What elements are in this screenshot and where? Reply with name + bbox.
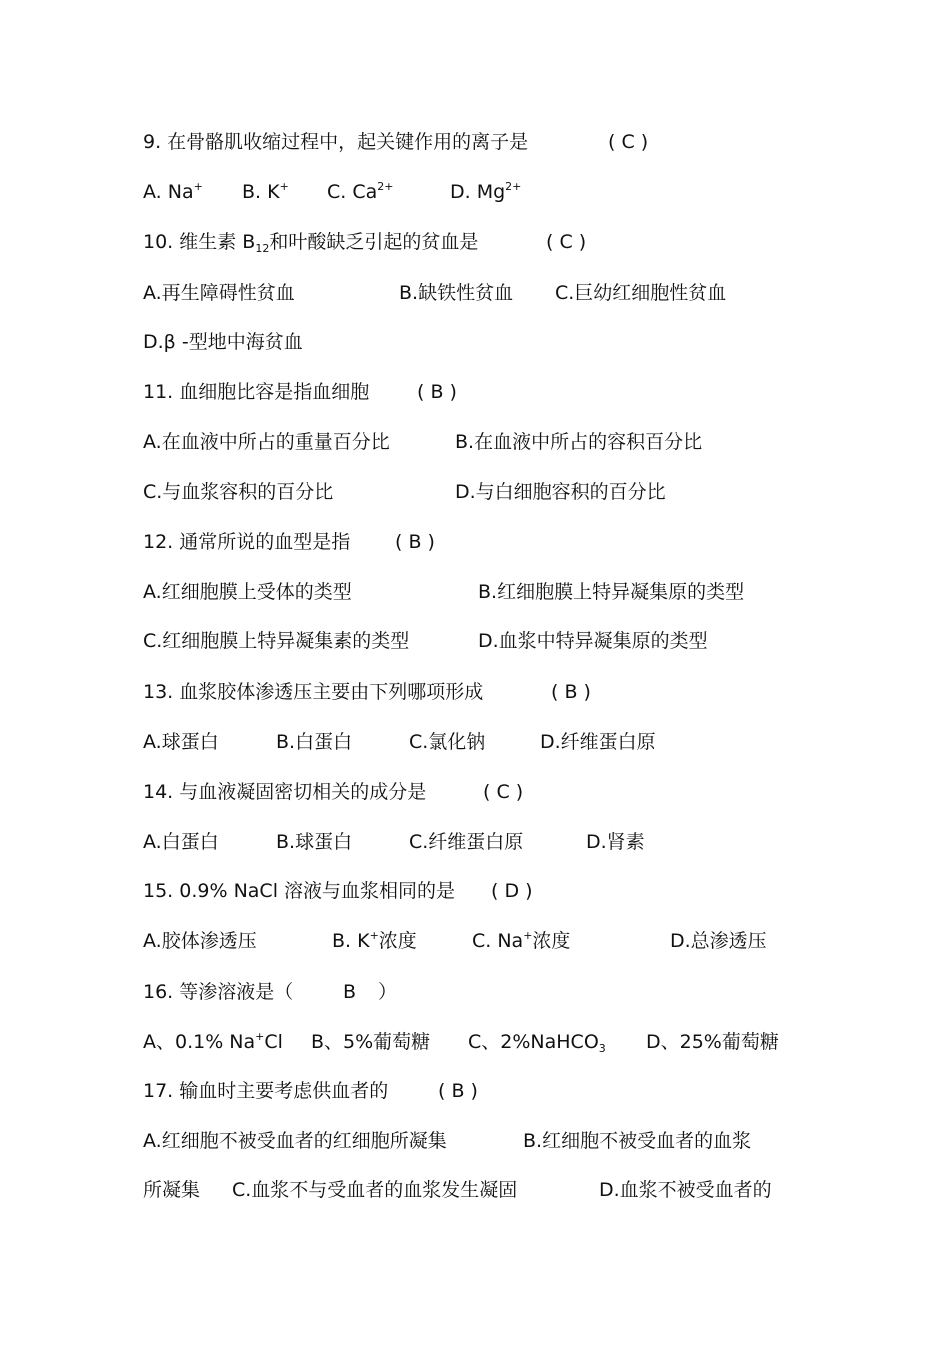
stem-text: 12. 通常所说的血型是指 (143, 531, 351, 553)
option-a: A.在血液中所占的重量百分比 (143, 431, 390, 453)
option-a: A.球蛋白 (143, 731, 219, 753)
option-d: D.肾素 (586, 831, 645, 853)
answer-key: ( C ) (546, 231, 587, 253)
option-b: B.球蛋白 (276, 831, 353, 853)
answer-key: ( B ) (417, 381, 457, 403)
stem-text: 11. 血细胞比容是指血细胞 (143, 381, 370, 403)
option-d: D.与白细胞容积的百分比 (455, 481, 666, 503)
option-a: A. Na+ (143, 180, 203, 203)
stem-text: 10. 维生素 $B_{12}$和叶酸缺乏引起的贫血是 (143, 231, 479, 255)
option-c: C.纤维蛋白原 (409, 831, 524, 853)
stem-text: 14. 与血液凝固密切相关的成分是 (143, 781, 427, 803)
option-b: B. K+ (242, 180, 289, 203)
option-c: C. Na+浓度 (472, 929, 571, 952)
answer-key: ( C ) (483, 781, 524, 803)
option-c: C.与血浆容积的百分比 (143, 481, 334, 503)
stem-text: 16. 等渗溶液是（ (143, 981, 294, 1003)
option-d: D.血浆不被受血者的 (599, 1179, 772, 1201)
option-d: D.血浆中特异凝集原的类型 (478, 630, 708, 652)
stem-text: 13. 血浆胶体渗透压主要由下列哪项形成 (143, 681, 484, 703)
option-b: B.红细胞膜上特异凝集原的类型 (478, 581, 745, 603)
option-d: D. $Mg^{2+}$ (450, 180, 522, 203)
stem-close: ） (378, 981, 398, 1003)
answer-key: ( B ) (551, 681, 591, 703)
option-a: A、0.1% Na+Cl (143, 1030, 283, 1053)
option-a: A.再生障碍性贫血 (143, 282, 295, 304)
stem-text: 15. 0.9% NaCl 溶液与血浆相同的是 (143, 880, 456, 902)
option-c: C. $Ca^{2+}$ (327, 180, 394, 203)
option-b: B.白蛋白 (276, 731, 353, 753)
answer-key: ( D ) (491, 880, 533, 902)
option-a: A.红细胞不被受血者的红细胞所凝集 (143, 1130, 447, 1152)
option-a: A.红细胞膜上受体的类型 (143, 581, 352, 603)
stem-text: 9. 在骨骼肌收缩过程中，起关键作用的离子是 (143, 131, 529, 153)
answer-key: ( C ) (608, 131, 649, 153)
option-c: C.氯化钠 (409, 731, 486, 753)
option-a: A.胶体渗透压 (143, 930, 257, 952)
option-a: A.白蛋白 (143, 831, 219, 853)
option-d: D.总渗透压 (670, 930, 767, 952)
option-d: D、25%葡萄糖 (646, 1031, 779, 1053)
option-c: C.红细胞膜上特异凝集素的类型 (143, 630, 410, 652)
option-b: B. K+浓度 (332, 929, 417, 952)
option-c: C.血浆不与受血者的血浆发生凝固 (232, 1179, 518, 1201)
option-d: D.纤维蛋白原 (540, 731, 656, 753)
option-b: B.在血液中所占的容积百分比 (455, 431, 703, 453)
option-c: C、2%NaHCO$_3$ (468, 1031, 606, 1055)
answer-key: ( B ) (438, 1080, 478, 1102)
option-b: B、5%葡萄糖 (311, 1031, 431, 1053)
option-b-cont: 所凝集 (143, 1179, 201, 1201)
option-c: C.巨幼红细胞性贫血 (555, 282, 727, 304)
answer-key: B (343, 981, 357, 1003)
answer-key: ( B ) (395, 531, 435, 553)
option-b: B.红细胞不被受血者的血浆 (523, 1130, 752, 1152)
stem-text: 17. 输血时主要考虑供血者的 (143, 1080, 389, 1102)
option-b: B.缺铁性贫血 (399, 282, 514, 304)
option-d: D.β -型地中海贫血 (143, 331, 303, 353)
